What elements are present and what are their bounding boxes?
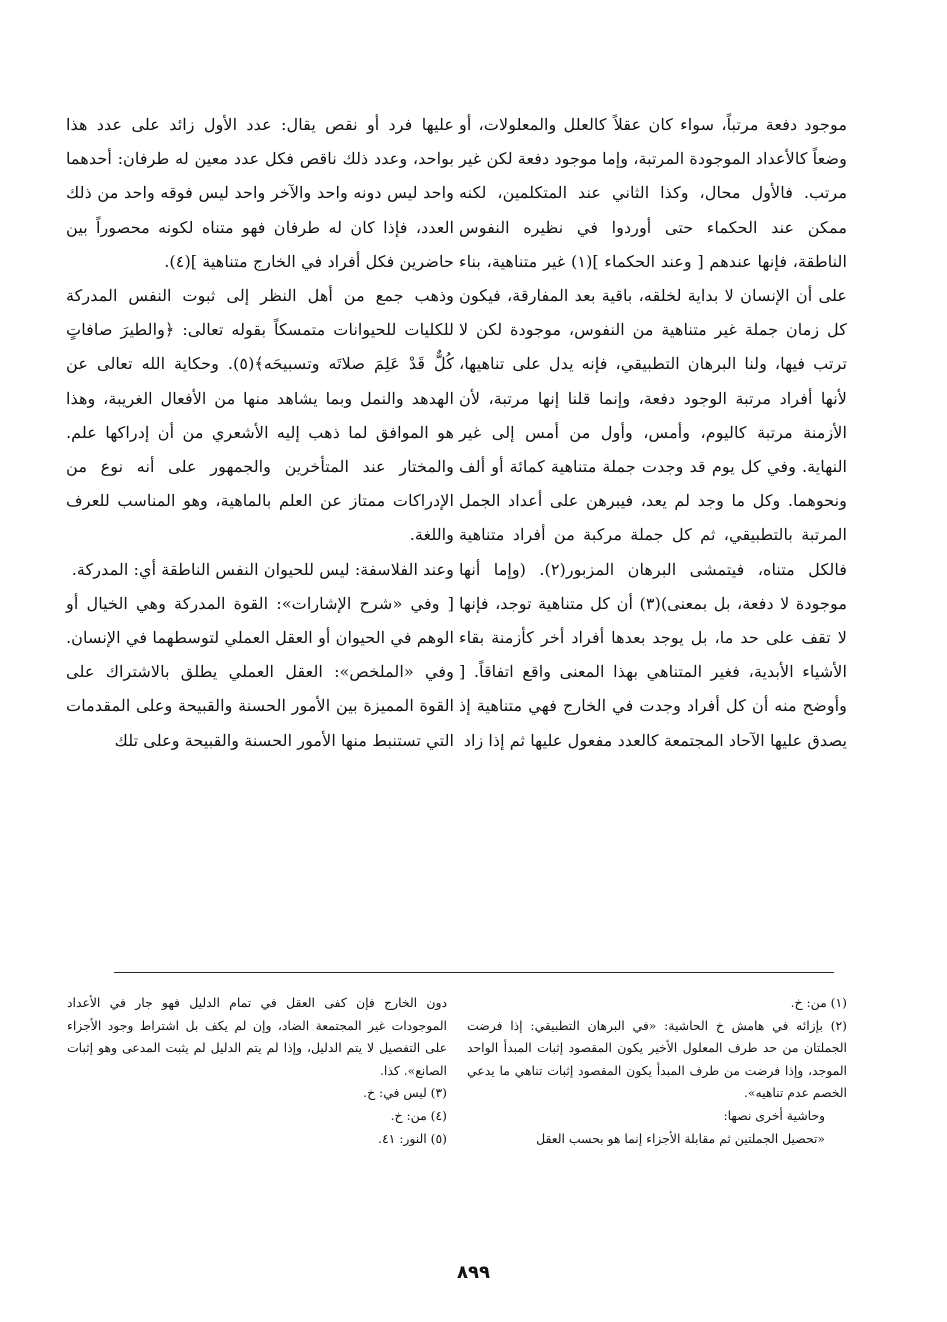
- body-column-right: [459, 108, 847, 758]
- footnote: (١) من: خ.: [790, 995, 847, 1010]
- footnote: (٢) بإزائه في هامش خ الحاشية: «في البرهان التطبيقي: إذا فرضت الجملتان من حد طرف المعلول الأخير يكون المقصود إثبات المبدأ الواحد الموجد، وإذا فرضت من طرف المبدأ يكون المقصود إثبات تناهي ما يدعي الخصم عدم تناهيه».: [467, 1017, 847, 1101]
- footnote: (٤) من: خ.: [390, 1107, 447, 1123]
- paragraph: موجود دفعة مرتباً، سواء كان عقلاً كالعلل والمعلولات، أو وضعاً كالأعداد الموجودة المرتبة، وإما موجود دفعة لكن غير مرتب. فالأول محال، وكذا الثاني عند المتكلمين، لكنه ممكن عند الحكماء حتى أوردوا في نظيره النفوس الناطقة، فإنها عندهم [ وعند الحكماء ](١) غير متناهية، بناء على أن الإنسان لا بداية لخلقه، باقية بعد المفارقة، فيكون كل زمان جملة غير متناهية من النفوس، موجودة لكن لا ترتب فيها، ولنا البرهان التطبيقي، فإنه يدل على تناهيها، لأنها أفراد مرتبة الوجود دفعة، وإنما قلنا إنها مرتبة، لأن الأزمنة مرتبة كاليوم، وأمس، وأول من أمس إلى غير النهاية. وفي كل يوم قد وجدت جملة متناهية كمائة أو ألف ونحوهما. وكل ما وجد لم يعد، فيبرهن على أعداد الجمل المرتبة بالتطبيقي، ثم كل جملة مركبة من أفراد متناهية فالكل متناه، فيتمشى البرهان المزبور(٢). (وإما أنها موجودة لا دفعة، بل بمعنى)(٣) أن كل متناهية توجد، فإنها لا تقف على حد ما، بل يوجد بعدها أفراد أخر كأزمنة بقاء الأشياء الأبدية، فغير المتناهي بهذا المعنى واقع اتفاقاً. [ وأوضح منه أن كل أفراد وجدت في الخارج فهي متناهية إذ يصدق عليها الآحاد المجتمعة كالعدد مفعول عليها ثم إذا زاد: [459, 115, 848, 750]
- paragraph: [ وفي «شرح الإشارات»: القوة المدركة وهي الخيال أو الوهم في الحيوان أو العقل العملي لتوسطهما في الإنسان. وفي «الملخص»: العقل العملي يطلق بالاشتراك على القوة المميزة بين الأمور الحسنة والقبيحة وعلى المقدمات التي تستنبط منها الأمور الحسنة والقبيحة وعلى تلك: [66, 593, 454, 750]
- paragraph: وذهب جمع من أهل النظر إلى ثبوت النفس المدركة للكليات للحيوانات متمسكاً بقوله تعالى: ﴿والطيرَ صافاتٍ كُلٌّ قَدْ عَلِمَ صلاتَه وتسبيحَه﴾(٥). وحكاية الله تعالى عن الهدهد والنمل وبما يشاهد منها من الأفعال الغريبة، وهذا هو الموافق لما ذهب إليه الأشعري من أن إدراكها علم. والمختار عند المتأخرين والجمهور على أنه نوع من الإدراكات ممتاز عن العلم بالماهية، وهو المناسب للعرف واللغة.: [66, 286, 454, 545]
- footnotes-left: [67, 992, 447, 1150]
- footnote: دون الخارج فإن كفى العقل في تمام الدليل فهو جار في الأعداد الموجودات غير المجتمعة الضاد، وإن لم يكف بل اشتراط وجود الأجزاء على التفصيل لا يتم الدليل، وإذا لم يتم الدليل لم يثبت المدعى وهو إثبات الصانع». كذا.: [67, 995, 447, 1078]
- paragraph: عليها فرد أو نقص يقال: عدد الأول زائد على عدد هذا بواحد، وعدد ذلك ناقص فكل عدد معين له طرفان: أحدهما واحد ليس دونه واحد والآخر واحد ليس فوقه واحد من ذلك العدد، فإذا كان له طرفان فهو متناه لكونه محصوراً بين حاضرين فكل أفراد في الخارج متناهية ](٤).: [66, 115, 454, 271]
- paragraph: وعند الفلاسفة: ليس للحيوان النفس الناطقة أي: المدركة.: [71, 559, 454, 579]
- footnote: (٣) ليس في: خ.: [363, 1085, 447, 1101]
- footnote: وحاشية أخرى نصها:: [723, 1107, 825, 1123]
- footnote: (٥) النور: ٤١.: [378, 1130, 447, 1146]
- footnotes-right: [467, 992, 847, 1150]
- page-number: ٨٩٩: [457, 1262, 490, 1283]
- body-column-left: [66, 108, 454, 758]
- footnote: «تحصيل الجملتين ثم مقابلة الأجزاء إنما هو بحسب العقل: [536, 1130, 825, 1146]
- footnote-divider: [114, 972, 834, 973]
